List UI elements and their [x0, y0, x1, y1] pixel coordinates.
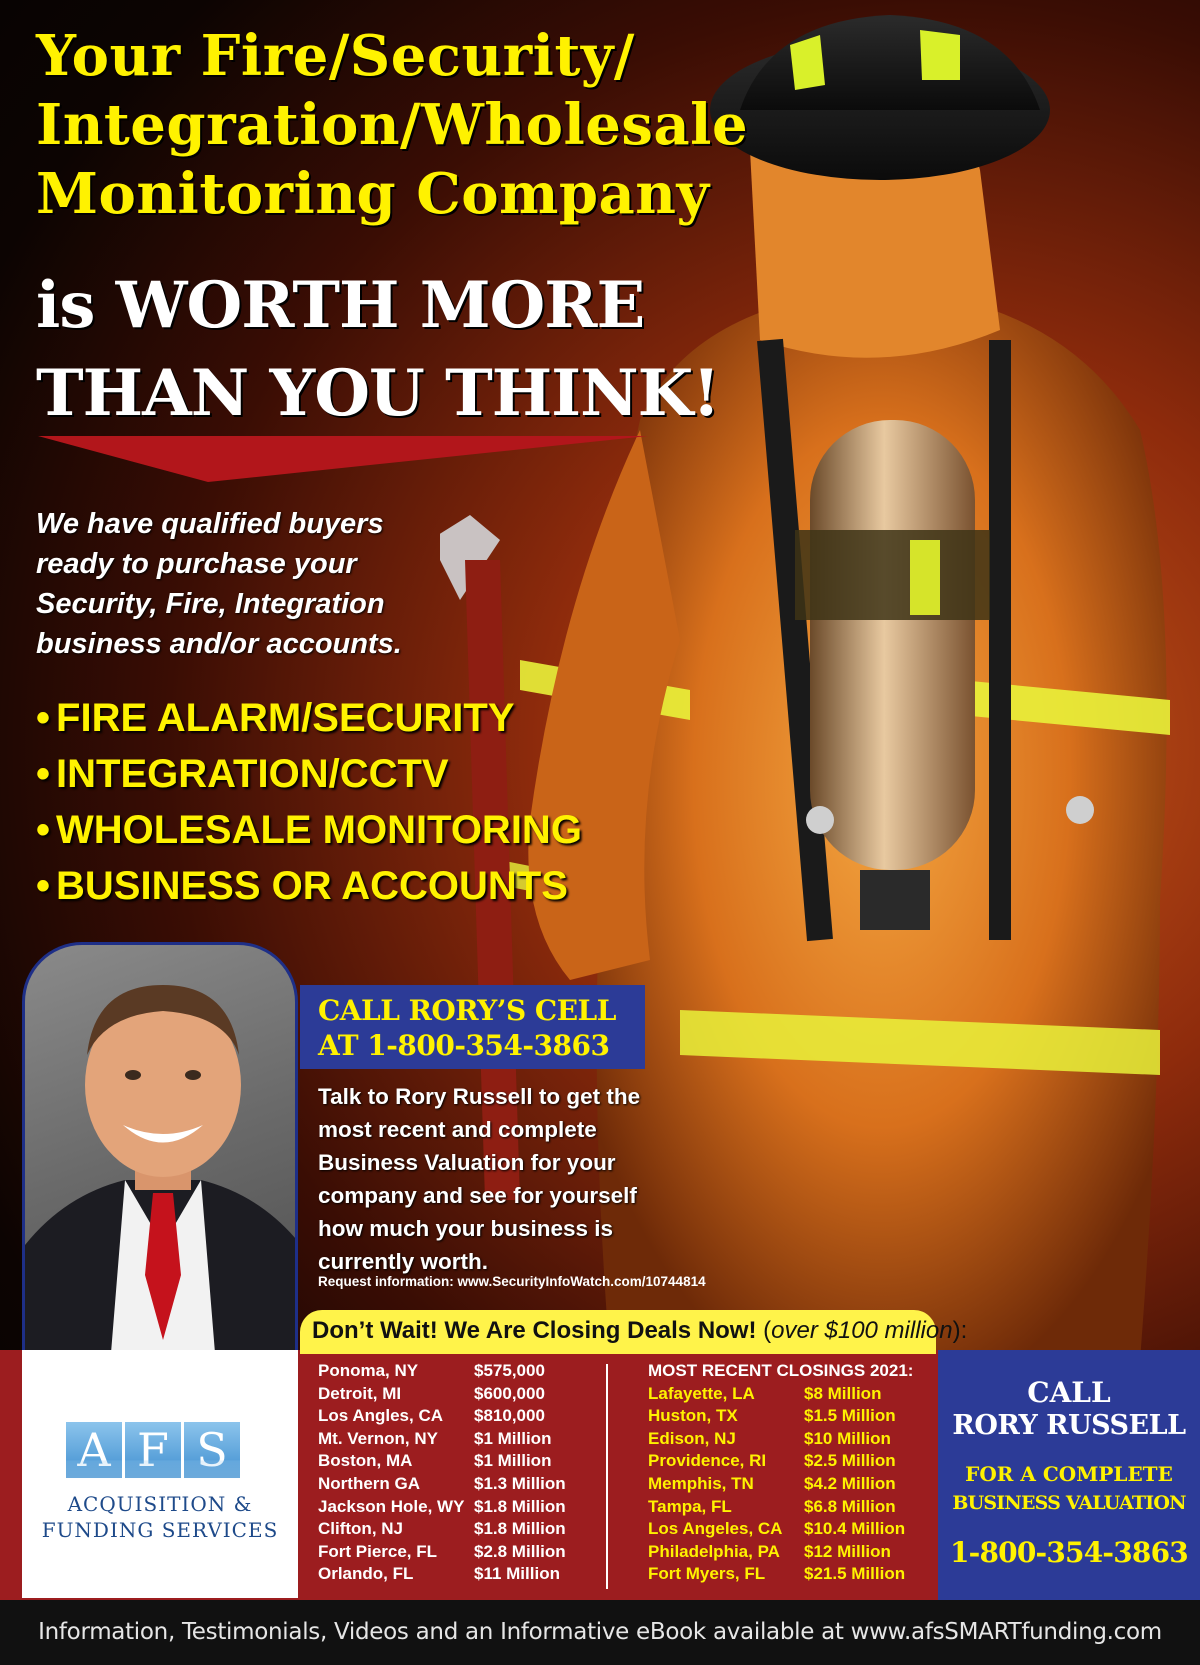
talk-paragraph: [318, 1080, 648, 1278]
closing-city: Northern GA: [318, 1473, 420, 1493]
closing-amount: $2.8 Million: [474, 1541, 566, 1561]
closings-list-left: [318, 1360, 566, 1586]
closing-city: Tampa, FL: [648, 1496, 732, 1516]
closing-city: Detroit, MI: [318, 1383, 402, 1403]
call-valuation-line: BUSINESS VALUATION: [952, 1492, 1186, 1514]
bullet-item: [36, 690, 582, 746]
closing-city: Los Angeles, CA: [648, 1519, 783, 1539]
headline-line: THAN YOU THINK!: [36, 356, 720, 431]
dont-wait-strong: Don’t Wait! We Are Closing Deals Now!: [312, 1317, 757, 1344]
bullet-label: BUSINESS OR ACCOUNTS: [56, 864, 568, 908]
closing-row: [648, 1541, 913, 1564]
headline-line: Monitoring Company: [36, 161, 710, 227]
closing-city: Providence, RI: [648, 1451, 767, 1471]
closing-amount: $12 Million: [804, 1541, 891, 1561]
closing-row: [318, 1563, 566, 1586]
closing-row: [318, 1405, 566, 1428]
talk-line: Business Valuation for your: [318, 1150, 616, 1175]
bullet-dot-icon: •: [36, 864, 51, 908]
closing-amount: $1 Million: [474, 1451, 552, 1471]
closing-row: [318, 1360, 566, 1383]
afs-logo-reflection: [66, 1460, 240, 1480]
headline-white: [36, 262, 719, 438]
bullet-item: [36, 746, 582, 802]
closing-row: [318, 1473, 566, 1496]
closing-city: Philadelphia, PA: [648, 1541, 780, 1561]
talk-line: most recent and complete: [318, 1117, 597, 1142]
dont-wait-banner: [300, 1310, 968, 1354]
closing-row: [648, 1496, 913, 1519]
intro-text: [36, 504, 456, 664]
closing-row: [648, 1473, 913, 1496]
closing-row: [318, 1383, 566, 1406]
headline-line: Your Fire/Security/: [36, 23, 635, 89]
dont-wait-paren-open: (: [756, 1317, 772, 1344]
closing-amount: $4.2 Million: [804, 1473, 896, 1493]
bullet-item: [36, 858, 582, 914]
call-cell-line: CALL RORY’S CELL: [318, 994, 616, 1027]
talk-line: Talk to Rory Russell to get the: [318, 1084, 641, 1109]
closing-row: [648, 1563, 913, 1586]
closing-row: [318, 1541, 566, 1564]
closings-divider: [606, 1364, 608, 1589]
intro-line: We have qualified buyers: [36, 508, 384, 540]
talk-line: company and see for yourself: [318, 1183, 637, 1208]
intro-line: business and/or accounts.: [36, 628, 402, 660]
company-name-line: ACQUISITION &: [67, 1492, 253, 1516]
talk-line: how much your business is: [318, 1216, 614, 1241]
talk-line: currently worth.: [318, 1249, 489, 1274]
bullet-dot-icon: •: [36, 752, 51, 796]
logo-reflection-tile: [184, 1460, 240, 1480]
closing-amount: $810,000: [474, 1406, 545, 1426]
closing-row: [648, 1405, 913, 1428]
closing-amount: $10.4 Million: [804, 1519, 906, 1539]
closing-amount: $575,000: [474, 1361, 545, 1380]
closing-city: Lafayette, LA: [648, 1383, 755, 1403]
call-for-line: FOR A COMPLETE: [965, 1462, 1173, 1486]
headline-line: Integration/Wholesale: [36, 92, 749, 158]
request-info-link[interactable]: Request information: www.SecurityInfoWatch.com/10744814: [318, 1274, 706, 1289]
closing-city: Edison, NJ: [648, 1428, 736, 1448]
closing-city: Orlando, FL: [318, 1564, 414, 1584]
portrait-illustration: [25, 945, 298, 1350]
closing-amount: $1.8 Million: [474, 1519, 566, 1539]
closing-row: [648, 1450, 913, 1473]
call-phone-number[interactable]: 1-800-354-3863: [950, 1536, 1188, 1569]
headline-line: is WORTH MORE: [36, 268, 645, 343]
logo-reflection-tile: [125, 1460, 181, 1480]
call-rory-panel: [938, 1350, 1200, 1600]
bullet-dot-icon: •: [36, 696, 51, 740]
closing-amount: $2.5 Million: [804, 1451, 896, 1471]
call-label: CALL: [1027, 1376, 1111, 1409]
closing-city: Boston, MA: [318, 1451, 413, 1471]
bullet-label: FIRE ALARM/SECURITY: [56, 696, 515, 740]
closing-amount: $6.8 Million: [804, 1496, 896, 1516]
closing-city: Fort Myers, FL: [648, 1564, 766, 1584]
closing-amount: $8 Million: [804, 1383, 882, 1403]
dont-wait-paren-close: ):: [952, 1317, 968, 1344]
closing-amount: $10 Million: [804, 1428, 891, 1448]
rory-russell-portrait: [22, 942, 298, 1350]
closing-city: Los Angles, CA: [318, 1406, 443, 1426]
logo-letter: A: [66, 1422, 122, 1478]
bullet-item: [36, 802, 582, 858]
call-phone-line: AT 1-800-354-3863: [318, 1029, 610, 1062]
service-bullet-list: [36, 690, 582, 914]
closing-amount: $11 Million: [474, 1564, 560, 1584]
closing-city: Jackson Hole, WY: [318, 1496, 465, 1516]
closing-city: Fort Pierce, FL: [318, 1541, 438, 1561]
closing-row: [318, 1450, 566, 1473]
closing-row: [648, 1383, 913, 1406]
logo-letter: F: [125, 1422, 181, 1478]
closing-amount: $1.8 Million: [474, 1496, 566, 1516]
closing-city: Ponoma, NY: [318, 1361, 419, 1380]
closing-amount: $1.5 Million: [804, 1406, 896, 1426]
logo-reflection-tile: [66, 1460, 122, 1480]
company-name-line: FUNDING SERVICES: [41, 1518, 279, 1542]
closing-city: Memphis, TN: [648, 1473, 754, 1493]
bullet-label: WHOLESALE MONITORING: [56, 808, 582, 852]
closing-row: [318, 1428, 566, 1451]
closing-city: Mt. Vernon, NY: [318, 1428, 438, 1448]
closings-heading: MOST RECENT CLOSINGS 2021:: [648, 1361, 914, 1380]
intro-line: ready to purchase your: [36, 548, 357, 580]
closing-amount: $600,000: [474, 1383, 545, 1403]
headline-yellow: [36, 22, 748, 229]
logo-letter: S: [184, 1422, 240, 1478]
closing-row: [648, 1518, 913, 1541]
footer-text: Information, Testimonials, Videos and an Informative eBook available at www.afsSMARTfunding.com: [0, 1600, 1200, 1665]
bullet-dot-icon: •: [36, 808, 51, 852]
closing-city: Huston, TX: [648, 1406, 738, 1426]
closing-row: [318, 1496, 566, 1519]
closing-city: Clifton, NJ: [318, 1519, 403, 1539]
red-arrow-bar: [38, 436, 648, 482]
bullet-label: INTEGRATION/CCTV: [56, 752, 449, 796]
dont-wait-amount: over $100 million: [771, 1317, 953, 1344]
intro-line: Security, Fire, Integration: [36, 588, 385, 620]
closing-row: [648, 1428, 913, 1451]
closing-amount: $1 Million: [474, 1428, 552, 1448]
afs-logo-box: [22, 1350, 298, 1598]
closing-row: [318, 1518, 566, 1541]
closing-amount: $21.5 Million: [804, 1564, 906, 1584]
call-name: RORY RUSSELL: [952, 1410, 1186, 1441]
closings-list-right: [648, 1360, 913, 1586]
call-cell-box: [300, 985, 645, 1069]
closing-amount: $1.3 Million: [474, 1473, 566, 1493]
